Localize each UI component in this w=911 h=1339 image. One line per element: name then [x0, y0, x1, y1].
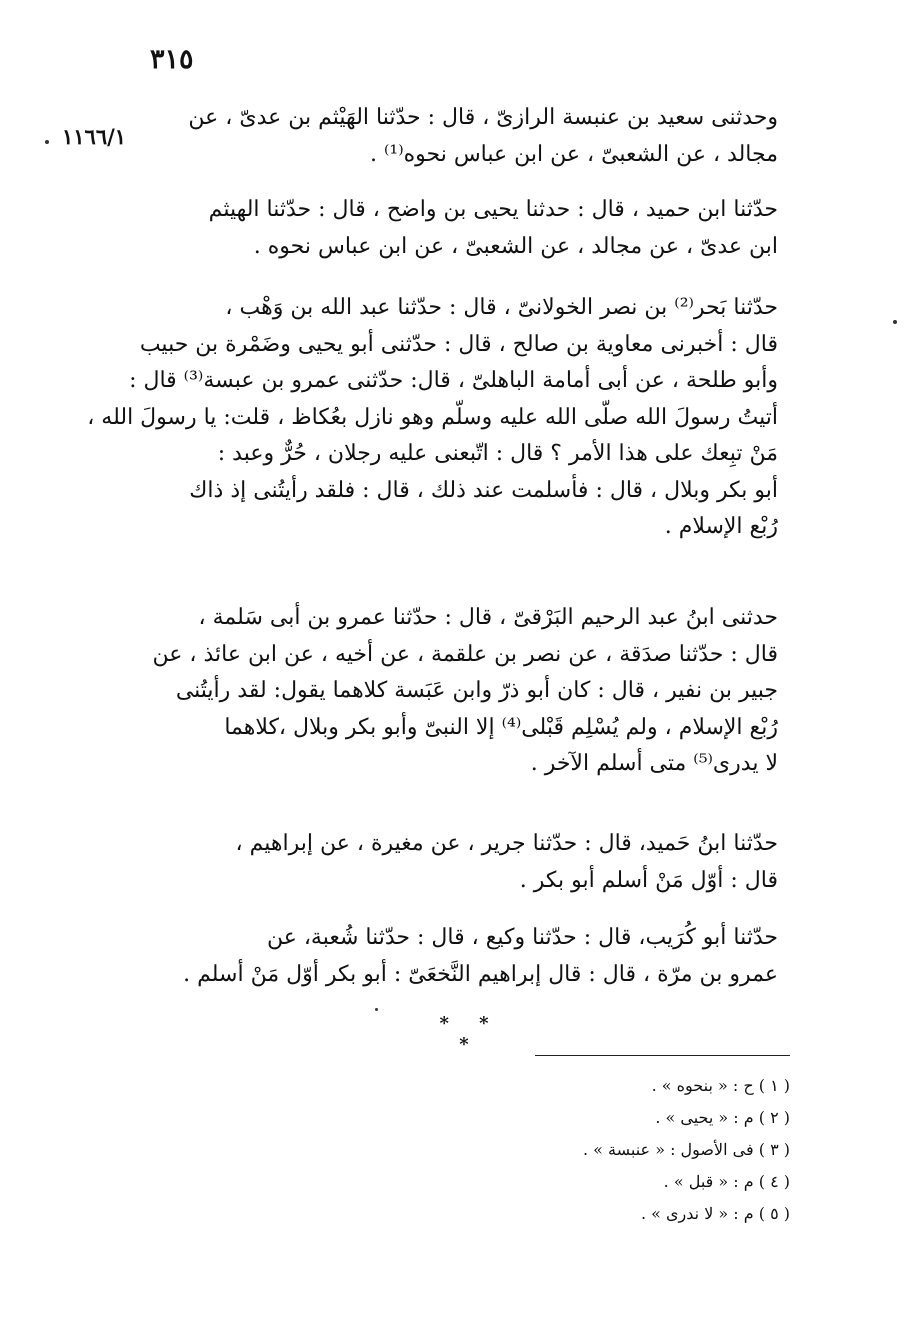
text-line: حدّثنا ابنُ حَميد، قال : حدّثنا جرير ، عن مغيرة ، عن إبراهيم ، [235, 831, 778, 856]
text-line: حدّثنا أبو كُرَيب، قال : حدّثنا وكيع ، قال : حدّثنا شُعبة، عن [266, 925, 778, 950]
paragraph-4 [138, 600, 778, 783]
paragraph-3 [87, 290, 778, 546]
text-line: لا يدرى⁽⁵⁾ متى أسلم الآخر . [530, 751, 778, 776]
footnote: ( ٥ ) م : « لا ندرى » . [640, 1204, 790, 1223]
text-line: قال : أوّل مَنْ أسلم أبو بكر . [519, 867, 778, 893]
text-line: وحدثنى سعيد بن عنبسة الرازىّ ، قال : حدّثنا الهَيْثم بن عدىّ ، عن [188, 105, 778, 130]
text-line: مَنْ تبِعك على هذا الأمر ؟ قال : اتّبعنى عليه رجلان ، حُرٌّ وعبد : [217, 441, 778, 466]
scan-speck [893, 320, 897, 324]
scan-speck [45, 140, 49, 144]
text-line: عمرو بن مرّة ، قال : قال إبراهيم النَّخعَىّ : أبو بكر أوّل مَنْ أسلم . [183, 961, 778, 987]
paragraph-6 [138, 920, 778, 993]
footnote: ( ٤ ) م : « قبل » . [663, 1172, 790, 1191]
text-line: رُبْع الإسلام . [664, 514, 778, 539]
text-line: حدثنى ابنُ عبد الرحيم البَرْقىّ ، قال : حدّثنا عمرو بن أبى سَلمة ، [198, 605, 778, 630]
paragraph-5 [138, 826, 778, 899]
text-line: جبير بن نفير ، قال : كان أبو ذرّ وابن عَبَسة كلاهما يقول: لقد رأيتُنى [175, 678, 778, 703]
text-line: قال : حدّثنا صدَقة ، عن نصر بن علقمة ، عن أخيه ، عن ابن عائذ ، عن [152, 641, 778, 667]
text-line: وأبو طلحة ، عن أبى أمامة الباهلىّ ، قال: حدّثنى عمرو بن عبسة⁽³⁾ قال : [129, 368, 778, 393]
text-line: أبو بكر وبلال ، قال : فأسلمت عند ذلك ، قال : فلقد رأيتُنى إذ ذاك [189, 477, 778, 503]
page-number: ٣١٥ [150, 44, 194, 75]
text-line: ابن عدىّ ، عن مجالد ، عن الشعبىّ ، عن ابن عباس نحوه . [253, 233, 778, 259]
footnote: ( ٣ ) فى الأصول : « عنبسة » . [583, 1140, 790, 1159]
footnotes [400, 1070, 790, 1230]
footnote-separator [535, 1055, 790, 1056]
footnote: ( ٢ ) م : « يحيى » . [655, 1108, 790, 1127]
section-asterisks: * * * [439, 1013, 501, 1055]
text-line: حدّثنا بَحر⁽²⁾ بن نصر الخولانىّ ، قال : حدّثنا عبد الله بن وَهْب ، [225, 295, 778, 320]
text-line: أتيتُ رسولَ الله صلّى الله عليه وسلّم وهو نازل بعُكاظ ، قلت: يا رسولَ الله ، [87, 404, 778, 430]
text-line: مجالد ، عن الشعبىّ ، عن ابن عباس نحوه⁽¹⁾ . [369, 141, 778, 167]
text-line: رُبْع الإسلام ، ولم يُسْلِم قَبْلى⁽⁴⁾ إلا النبىّ وأبو بكر وبلال ،كلاهما [224, 714, 778, 740]
footnote: ( ١ ) ح : « بنحوه » . [651, 1076, 790, 1095]
paragraph-2 [138, 192, 778, 265]
margin-reference: ١١٦٦/١ [62, 124, 127, 149]
text-line: حدّثنا ابن حميد ، قال : حدثنا يحيى بن واضح ، قال : حدّثنا الهيثم [208, 197, 778, 222]
text-line: قال : أخبرنى معاوية بن صالح ، قال : حدّثنى أبو يحيى وضَمْرة بن حبيب [139, 331, 778, 357]
paragraph-1 [138, 100, 778, 173]
scan-speck [375, 1008, 378, 1011]
